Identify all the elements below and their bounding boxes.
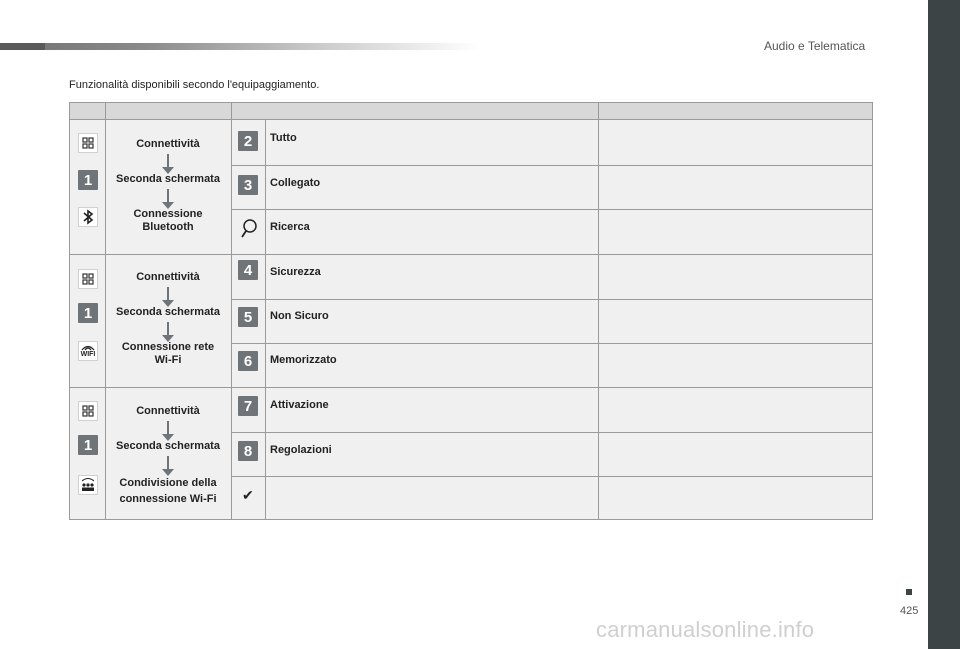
option-label: Memorizzato: [270, 354, 337, 366]
menu-path: [105, 271, 231, 367]
page-marker: [906, 589, 912, 595]
option-number-badge: 6: [238, 351, 258, 371]
option-number-badge: 8: [238, 441, 258, 461]
grid-icon: [78, 269, 98, 289]
path-step: Connettività: [136, 138, 200, 150]
row-divider: [231, 165, 872, 166]
option-label: Ricerca: [270, 221, 310, 233]
option-number-badge: 5: [238, 307, 258, 327]
menu-path: [105, 405, 231, 507]
feature-table: [69, 102, 873, 520]
bluetooth-icon: [78, 207, 98, 227]
watermark: carmanualsonline.info: [596, 617, 815, 642]
row-divider: [231, 299, 872, 300]
option-label: Non Sicuro: [270, 310, 329, 322]
arrow-down-icon: [167, 456, 169, 470]
row-divider: [231, 209, 872, 210]
wifi-icon: [78, 341, 98, 361]
grid-icon: [78, 401, 98, 421]
path-step: Condivisione della connessione Wi-Fi: [119, 477, 217, 505]
row-divider: [231, 476, 872, 477]
arrow-down-icon: [167, 189, 169, 203]
grid-icon: [78, 133, 98, 153]
menu-number-badge: 1: [78, 303, 98, 323]
option-number-badge: 4: [238, 260, 258, 280]
path-step: Seconda schermata: [116, 440, 220, 452]
check-icon: ✔: [242, 487, 254, 503]
path-step: Seconda schermata: [116, 306, 220, 318]
row-divider: [231, 432, 872, 433]
page-side-tab: [928, 0, 960, 649]
option-label: Collegato: [270, 177, 321, 189]
header-decor-bar-dark: [0, 43, 45, 50]
option-number-badge: 7: [238, 396, 258, 416]
arrow-down-icon: [167, 322, 169, 336]
option-label: Attivazione: [270, 399, 329, 411]
section-title: Audio e Telematica: [764, 39, 866, 53]
path-step: Connessione rete Wi-Fi: [121, 341, 215, 366]
row-divider: [70, 387, 872, 388]
path-step: Seconda schermata: [116, 173, 220, 185]
page-number: 425: [900, 605, 919, 617]
wifi-icon-text: WIFI: [80, 350, 96, 358]
table-header-cell: [70, 103, 105, 120]
row-divider: [231, 343, 872, 344]
menu-number-badge: 1: [78, 435, 98, 455]
path-step: Connettività: [136, 405, 200, 417]
option-number-badge: 2: [238, 131, 258, 151]
path-step: Connettività: [136, 271, 200, 283]
arrow-down-icon: [167, 287, 169, 301]
column-divider: [265, 120, 266, 519]
option-label: Sicurezza: [270, 266, 321, 278]
table-header-cell: [599, 103, 872, 120]
intro-text: Funzionalità disponibili secondo l'equipaggiamento.: [69, 79, 320, 91]
arrow-down-icon: [167, 154, 169, 168]
search-icon: [239, 218, 259, 240]
header-decor-bar: [0, 43, 480, 50]
path-step: Connessione Bluetooth: [133, 208, 203, 233]
row-divider: [70, 254, 872, 255]
menu-number-badge: 1: [78, 170, 98, 190]
table-header-cell: [106, 103, 231, 120]
option-label: Regolazioni: [270, 444, 332, 456]
option-label: Tutto: [270, 132, 297, 144]
people-icon: [78, 475, 98, 495]
option-number-badge: 3: [238, 175, 258, 195]
menu-path: [105, 138, 231, 234]
table-header-cell: [232, 103, 598, 120]
arrow-down-icon: [167, 421, 169, 435]
